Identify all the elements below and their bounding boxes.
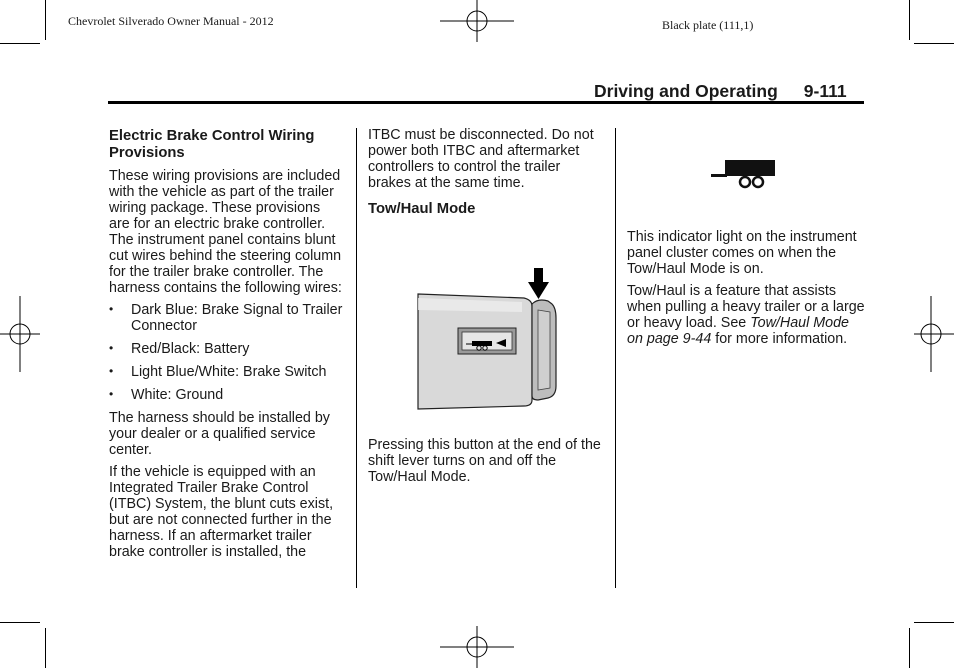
list-item: • White: Ground (109, 387, 224, 403)
crop-mark (909, 628, 910, 668)
crop-mark (45, 0, 46, 40)
bullet-icon: • (109, 364, 114, 378)
paragraph: These wiring provisions are included with the vehicle as part of the trailer wiring package. These provisions are for an electric brake controller. The instrument panel contains blunt cut wires behind the steering column for the trailer brake controller. The harness contains the following wires: (109, 168, 342, 296)
paragraph: The harness should be installed by your dealer or a qualified service center. (109, 410, 330, 458)
crop-mark (914, 622, 954, 623)
paragraph: Tow/Haul is a feature that assists when pulling a heavy trailer or a large or heavy load. See Tow/Haul Mode on page 9-44 for more information. (627, 283, 865, 347)
paragraph: Pressing this button at the end of the shift lever turns on and off the Tow/Haul Mode. (368, 437, 601, 485)
running-header (594, 81, 847, 102)
page-number: 9-111 (803, 81, 847, 101)
column-divider (356, 128, 357, 588)
crop-mark (909, 0, 910, 40)
cross-reference: Tow/Haul Mode on page 9-44 (627, 315, 850, 347)
registration-mark-top (440, 0, 514, 44)
registration-mark-right (910, 296, 954, 372)
crop-mark (914, 43, 954, 44)
column-3 (627, 229, 867, 353)
section-title: Driving and Operating (594, 81, 778, 101)
column-divider (615, 128, 616, 588)
crop-mark (45, 628, 46, 668)
bullet-icon: • (109, 341, 114, 355)
registration-mark-bottom (440, 624, 514, 668)
trailer-indicator-icon (711, 159, 777, 189)
shift-lever-illustration (414, 268, 564, 410)
plate-title: Chevrolet Silverado Owner Manual - 2012 (68, 14, 274, 28)
list-item: • Light Blue/White: Brake Switch (109, 364, 327, 380)
crop-mark (0, 622, 40, 623)
bullet-icon: • (109, 387, 114, 401)
list-item: • Red/Black: Battery (109, 341, 250, 357)
list-item: • Dark Blue: Brake Signal to Trailer Connector (109, 302, 343, 334)
bullet-icon: • (109, 302, 114, 316)
paragraph: ITBC must be disconnected. Do not power both ITBC and aftermarket controllers to control the trailer brakes at the same time. (368, 127, 594, 191)
header-rule (108, 101, 864, 104)
section-heading: Electric Brake Control Wiring Provisions (109, 128, 315, 161)
section-heading: Tow/Haul Mode (368, 201, 476, 217)
paragraph: If the vehicle is equipped with an Integrated Trailer Brake Control (ITBC) System, the blunt cuts exist, but are not connected further in the harness. If an aftermarket trailer brake controller is installed, the (109, 464, 334, 560)
wire-list (109, 302, 344, 403)
crop-mark (0, 43, 40, 44)
paragraph: This indicator light on the instrument panel cluster comes on when the Tow/Haul Mode is on. (627, 229, 857, 277)
registration-mark-left (0, 296, 44, 372)
column-1 (109, 128, 344, 566)
plate-number: Black plate (111,1) (662, 18, 754, 32)
